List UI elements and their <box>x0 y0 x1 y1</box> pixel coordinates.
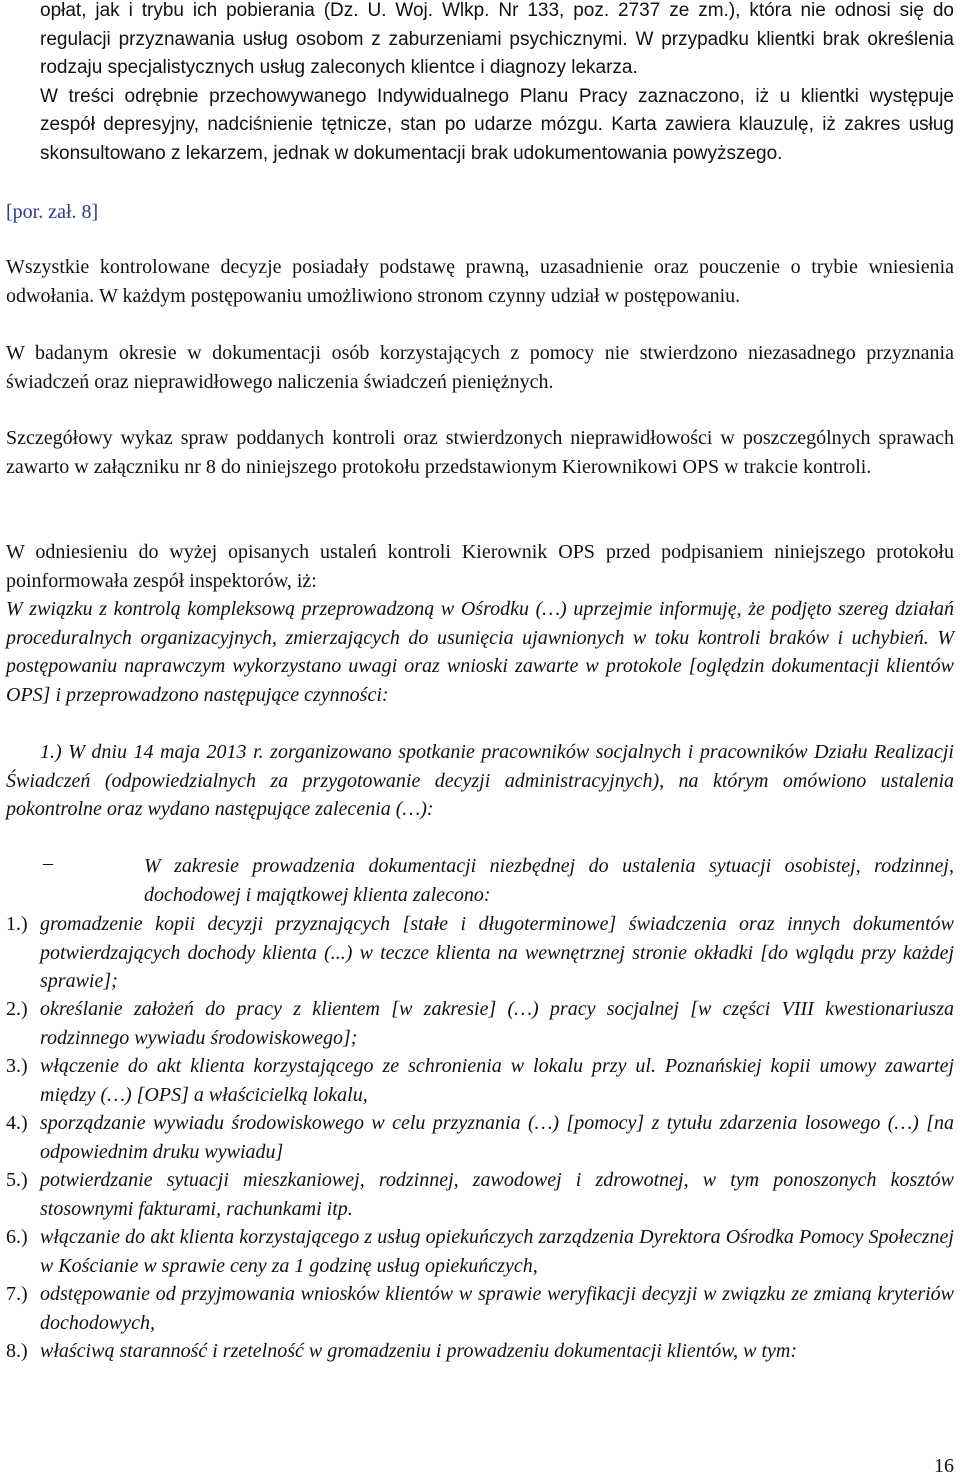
list-item-number: 1.) <box>6 913 28 935</box>
list-item-number: 5.) <box>6 1169 28 1191</box>
list-item <box>6 910 954 996</box>
dash-bullet: – <box>43 852 53 874</box>
paragraph-detailed-list: Szczegółowy wykaz spraw poddanych kontroli oraz stwierdzonych nieprawidłowości w poszczególnych sprawach zawarto w załączniku nr 8 do niniejszego protokołu przedstawionym Kierownikowi OPS w trakcie kontroli. <box>6 427 954 478</box>
list-item-text: właściwą staranność i rzetelność w gromadzeniu i prowadzeniu dokumentacji klientów, w tym: <box>40 1340 797 1362</box>
list-item-number: 8.) <box>6 1340 28 1362</box>
list-item-text: odstępowanie od przyjmowania wniosków klientów w sprawie weryfikacji decyzji w związku ze zmianą kryteriów dochodowych, <box>40 1283 954 1334</box>
list-item <box>6 1166 954 1223</box>
paragraph-manager-info: W odniesieniu do wyżej opisanych ustaleń kontroli Kierownik OPS przed podpisaniem niniejszego protokołu poinformowała zespół inspektorów, iż: <box>6 541 954 592</box>
list-item <box>6 1280 954 1337</box>
intro-paragraph-2: W treści odrębnie przechowywanego Indywidualnego Planu Pracy zaznaczono, iż u klientki występuje zespół depresyjny, nadciśnienie tętnicze, stan po udarze mózgu. Karta zawiera klauzulę, iż zakres usług skonsultowano z lekarzem, jednak w dokumentacji brak udokumentowania powyższego. <box>40 85 954 164</box>
list-item <box>6 1337 954 1366</box>
list-item-number: 7.) <box>6 1283 28 1305</box>
list-item-text: włączenie do akt klienta korzystającego ze schronienia w lokalu przy ul. Poznańskiej kopii umowy zawartej między (…) [OPS] a właścicielką lokalu, <box>40 1055 954 1106</box>
list-item-text: potwierdzanie sytuacji mieszkaniowej, rodzinnej, zawodowej i zdrowotnej, w tym ponoszonych kosztów stosownymi fakturami, rachunkami itp. <box>40 1169 954 1220</box>
paragraph-no-irregularities: W badanym okresie w dokumentacji osób korzystających z pomocy nie stwierdzono niezasadnego przyznania świadczeń oraz nieprawidłowego naliczenia świadczeń pieniężnych. <box>6 342 954 393</box>
paragraph-decisions: Wszystkie kontrolowane decyzje posiadały podstawę prawną, uzasadnienie oraz pouczenie o trybie wniesienia odwołania. W każdym postępowaniu umożliwiono stronom czynny udział w postępowaniu. <box>6 256 954 307</box>
intro-section <box>40 0 954 169</box>
reference-note: [por. zał. 8] <box>6 201 99 223</box>
list-item <box>6 995 954 1052</box>
list-item-number: 2.) <box>6 998 28 1020</box>
intro-paragraph-1: opłat, jak i trybu ich pobierania (Dz. U. Woj. Wlkp. Nr 133, poz. 2737 ze zm.), która nie odnosi się do regulacji przyznawania usług osobom z zaburzeniami psychicznymi. W przypadku klientki brak określenia rodzaju specjalistycznych usług zaleconych klientce i diagnozy lekarza. <box>40 0 954 79</box>
italic-statement: W związku z kontrolą kompleksową przeprowadzoną w Ośrodku (…) uprzejmie informuję, że podjęto szereg działań proceduralnych organizacyjnych, zmierzających do usunięcia ujawnionych w toku kontroli braków i uchybień. W postępowaniu naprawczym wykorzystano uwagi oraz wnioski zawarte w protokole [oględzin dokumentacji klientów OPS] i przeprowadzono następujące czynności: <box>6 598 954 706</box>
list-item-text: gromadzenie kopii decyzji przyznających [stałe i długoterminowe] świadczenia oraz innych dokumentów potwierdzających dochody klienta (...) w teczce klienta na wewnętrznej stronie okładki [do wglądu przy każdej sprawie]; <box>40 913 954 993</box>
list-item-number: 3.) <box>6 1055 28 1077</box>
list-item-number: 6.) <box>6 1226 28 1248</box>
list-item-number: 4.) <box>6 1112 28 1134</box>
list-item-text: sporządzanie wywiadu środowiskowego w celu przyznania (…) [pomocy] z tytułu zdarzenia losowego (…) [na odpowiednim druku wywiadu] <box>40 1112 954 1163</box>
dash-text-content: W zakresie prowadzenia dokumentacji niezbędnej do ustalenia sytuacji osobistej, rodzinnej, dochodowej i majątkowej klienta zalecono: <box>144 855 954 906</box>
dash-item <box>6 852 954 909</box>
list-item <box>6 1223 954 1280</box>
list-item <box>6 1109 954 1166</box>
dash-text <box>6 852 954 909</box>
page-number: 16 <box>934 1455 954 1477</box>
list-item-text: określanie założeń do pracy z klientem [w zakresie] (…) pracy socjalnej [w części VIII kwestionariusza rodzinnego wywiadu środowiskowego]; <box>40 998 954 1049</box>
italic-meeting-info: 1.) W dniu 14 maja 2013 r. zorganizowano spotkanie pracowników socjalnych i pracowników Działu Realizacji Świadczeń (odpowiedzialnych za przygotowanie decyzji administracyjnych), na którym omówiono ustalenia pokontrolne oraz wydano następujące zalecenia (…): <box>6 741 954 821</box>
list-item-text: włączanie do akt klienta korzystającego z usług opiekuńczych zarządzenia Dyrektora Ośrodka Pomocy Społecznej w Kościanie w sprawie ceny za 1 godzinę usług opiekuńczych, <box>40 1226 954 1277</box>
list-item <box>6 1052 954 1109</box>
